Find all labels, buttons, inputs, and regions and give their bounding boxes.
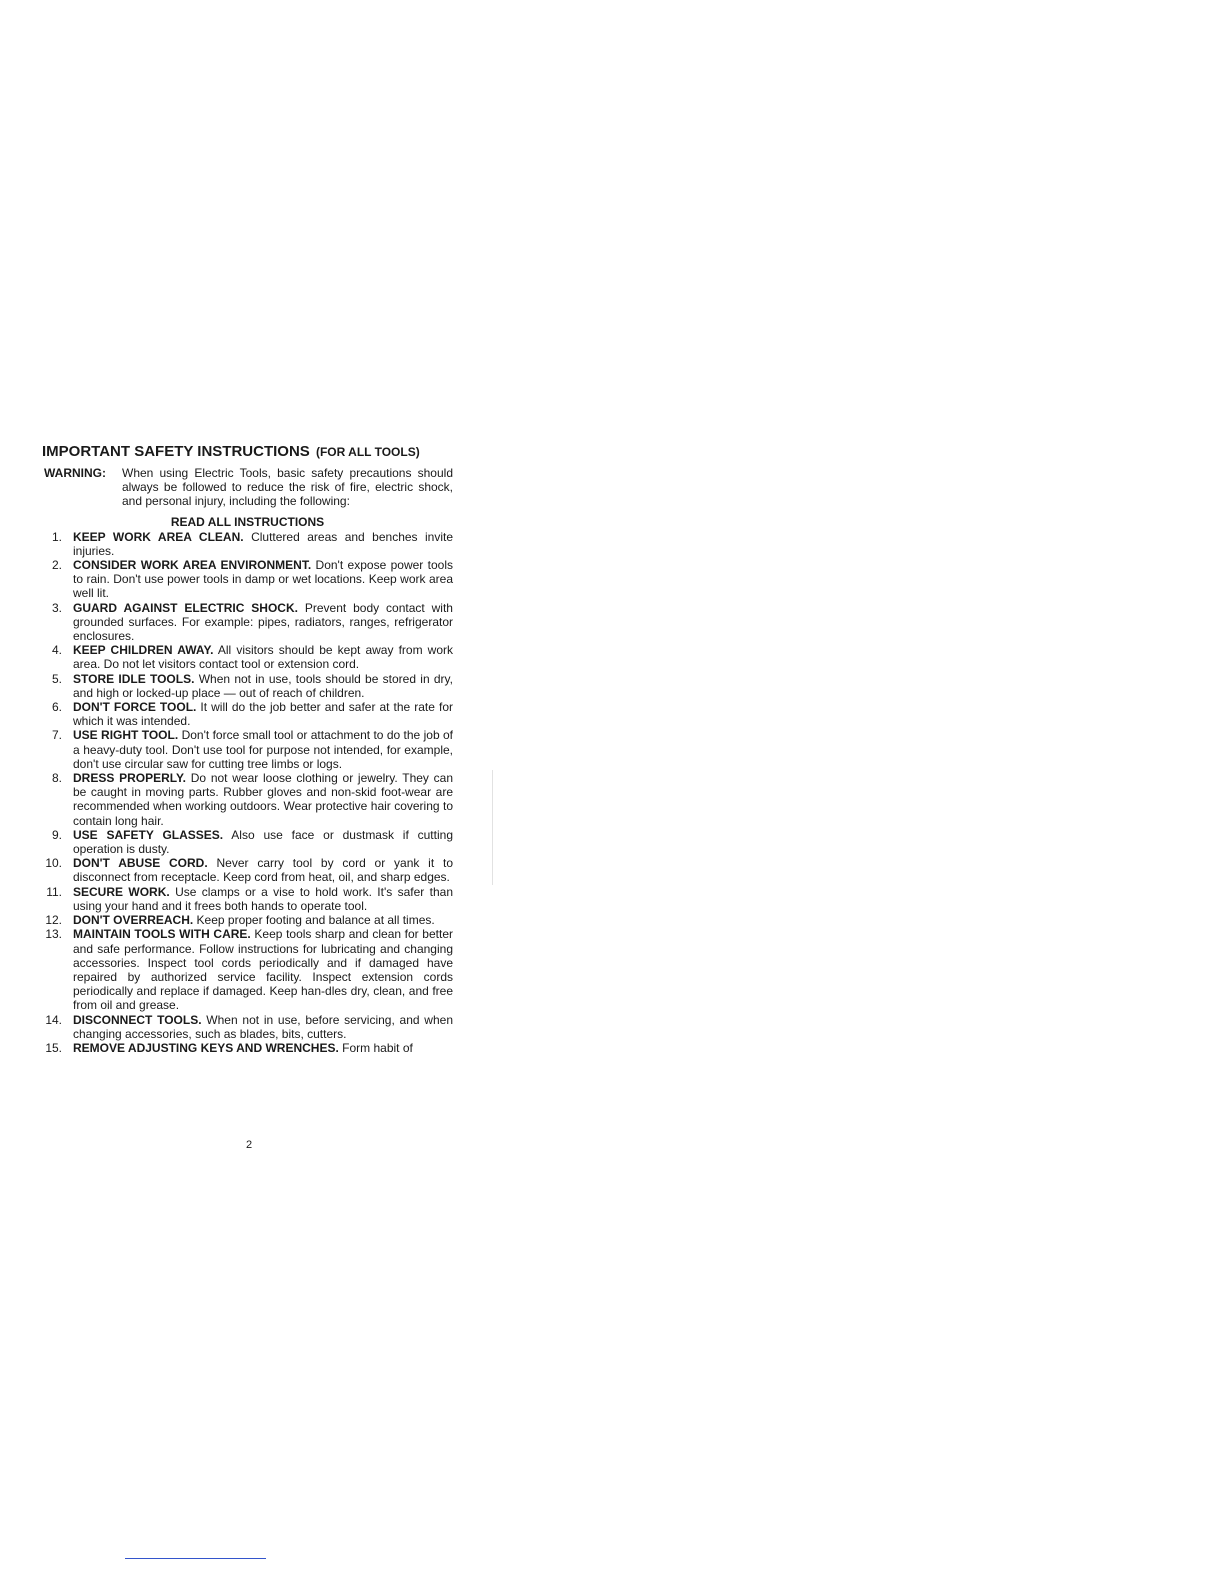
item-number: 14. <box>45 1012 62 1027</box>
item-number: 8. <box>51 771 62 786</box>
item-heading: KEEP CHILDREN AWAY. <box>73 643 214 658</box>
item-heading: DRESS PROPERLY. <box>73 771 186 786</box>
scan-artifact-line <box>492 770 493 885</box>
item-heading: GUARD AGAINST ELECTRIC SHOCK. <box>73 600 298 615</box>
safety-instructions-column <box>42 442 453 1055</box>
warning-block <box>42 466 453 509</box>
item-heading: MAINTAIN TOOLS WITH CARE. <box>73 927 251 942</box>
list-item <box>42 771 453 828</box>
item-heading: CONSIDER WORK AREA ENVIRONMENT. <box>73 558 312 573</box>
item-heading: DON'T ABUSE CORD. <box>73 856 208 871</box>
footer-rule <box>125 1558 266 1559</box>
item-heading: DON'T OVERREACH. <box>73 913 194 928</box>
list-item <box>42 828 453 856</box>
list-item <box>42 913 453 927</box>
warning-text: When using Electric Tools, basic safety precautions should always be followed to reduce the risk of fire, electric shock, and personal injury, including the following: <box>122 466 453 509</box>
list-item <box>42 1013 453 1041</box>
list-item <box>42 700 453 728</box>
item-text: Cluttered areas and benches invite injuries. <box>73 529 454 558</box>
item-number: 12. <box>45 913 62 928</box>
title-main: IMPORTANT SAFETY INSTRUCTIONS <box>42 443 310 460</box>
list-item <box>42 885 453 913</box>
item-text: When not in use, before servicing, and when changing accessories, such as blades, bits, cutters. <box>73 1012 453 1041</box>
item-text: Do not wear loose clothing or jewelry. They can be caught in moving parts. Rubber gloves and non-skid foot-wear are recommended when working outdoors. Wear protective hair covering to contain long hair. <box>73 771 454 828</box>
item-text: Never carry tool by cord or yank it to disconnect from receptacle. Keep cord from heat, oil, and sharp edges. <box>73 856 453 885</box>
item-number: 9. <box>51 827 62 842</box>
item-number: 2. <box>51 558 62 573</box>
item-text: Also use face or dustmask if cutting operation is dusty. <box>73 827 453 857</box>
item-number: 6. <box>51 700 62 715</box>
list-item <box>42 728 453 771</box>
list-item <box>42 1041 453 1055</box>
item-text: It will do the job better and safer at the rate for which it was intended. <box>73 700 453 729</box>
safety-rules-list <box>42 530 453 1056</box>
list-item <box>42 558 453 601</box>
page-number: 2 <box>246 1139 253 1151</box>
item-number: 7. <box>51 728 62 743</box>
item-text: When not in use, tools should be stored in dry, and high or locked-up place — out of reach of children. <box>73 671 453 700</box>
item-number: 10. <box>45 856 62 871</box>
warning-label: WARNING: <box>44 466 106 480</box>
item-text: All visitors should be kept away from work area. Do not let visitors contact tool or extension cord. <box>73 643 453 672</box>
title-suffix: (FOR ALL TOOLS) <box>315 445 420 459</box>
item-heading: SECURE WORK. <box>73 884 170 899</box>
item-text: Use clamps or a vise to hold work. It's safer than using your hand and it frees both hands to operate tool. <box>73 884 454 913</box>
item-heading: DISCONNECT TOOLS. <box>73 1012 202 1027</box>
item-heading: KEEP WORK AREA CLEAN. <box>73 529 244 544</box>
list-item <box>42 530 453 558</box>
item-text: Keep tools sharp and clean for better and safe performance. Follow instructions for lubricating and changing accessories. Inspect tool cords periodically and if damaged have repaired by authorized service facility. Inspect extension cords periodically and replace if damaged. Keep han-dles dry, clean, and free from oil and grease. <box>73 927 453 1013</box>
item-number: 13. <box>45 927 62 942</box>
item-heading: DON'T FORCE TOOL. <box>73 700 197 715</box>
item-text: Prevent body contact with grounded surfaces. For example: pipes, radiators, ranges, refrigerator enclosures. <box>73 600 453 644</box>
item-number: 5. <box>51 671 62 686</box>
item-heading: USE RIGHT TOOL. <box>73 728 179 743</box>
page-title <box>42 442 453 462</box>
item-text: Don't expose power tools to rain. Don't use power tools in damp or wet locations. Keep work area well lit. <box>73 558 453 601</box>
list-item <box>42 672 453 700</box>
item-text: Don't force small tool or attachment to do the job of a heavy-duty tool. Don't use tool for purpose not intended, for example, don't use circular saw for cutting tree limbs or logs. <box>73 728 453 771</box>
list-item <box>42 856 453 884</box>
list-item <box>42 643 453 671</box>
list-item <box>42 601 453 644</box>
item-text: Form habit of <box>342 1040 413 1055</box>
item-number: 15. <box>45 1040 62 1055</box>
item-number: 1. <box>51 529 62 544</box>
item-number: 11. <box>46 884 62 899</box>
read-all-instructions-heading: READ ALL INSTRUCTIONS <box>170 514 325 529</box>
list-item <box>42 927 453 1012</box>
item-heading: USE SAFETY GLASSES. <box>73 827 224 842</box>
item-heading: REMOVE ADJUSTING KEYS AND WRENCHES. <box>73 1040 339 1055</box>
item-text: Keep proper footing and balance at all times. <box>196 913 435 928</box>
item-number: 3. <box>51 600 62 615</box>
item-number: 4. <box>51 643 62 658</box>
item-heading: STORE IDLE TOOLS. <box>73 671 195 686</box>
